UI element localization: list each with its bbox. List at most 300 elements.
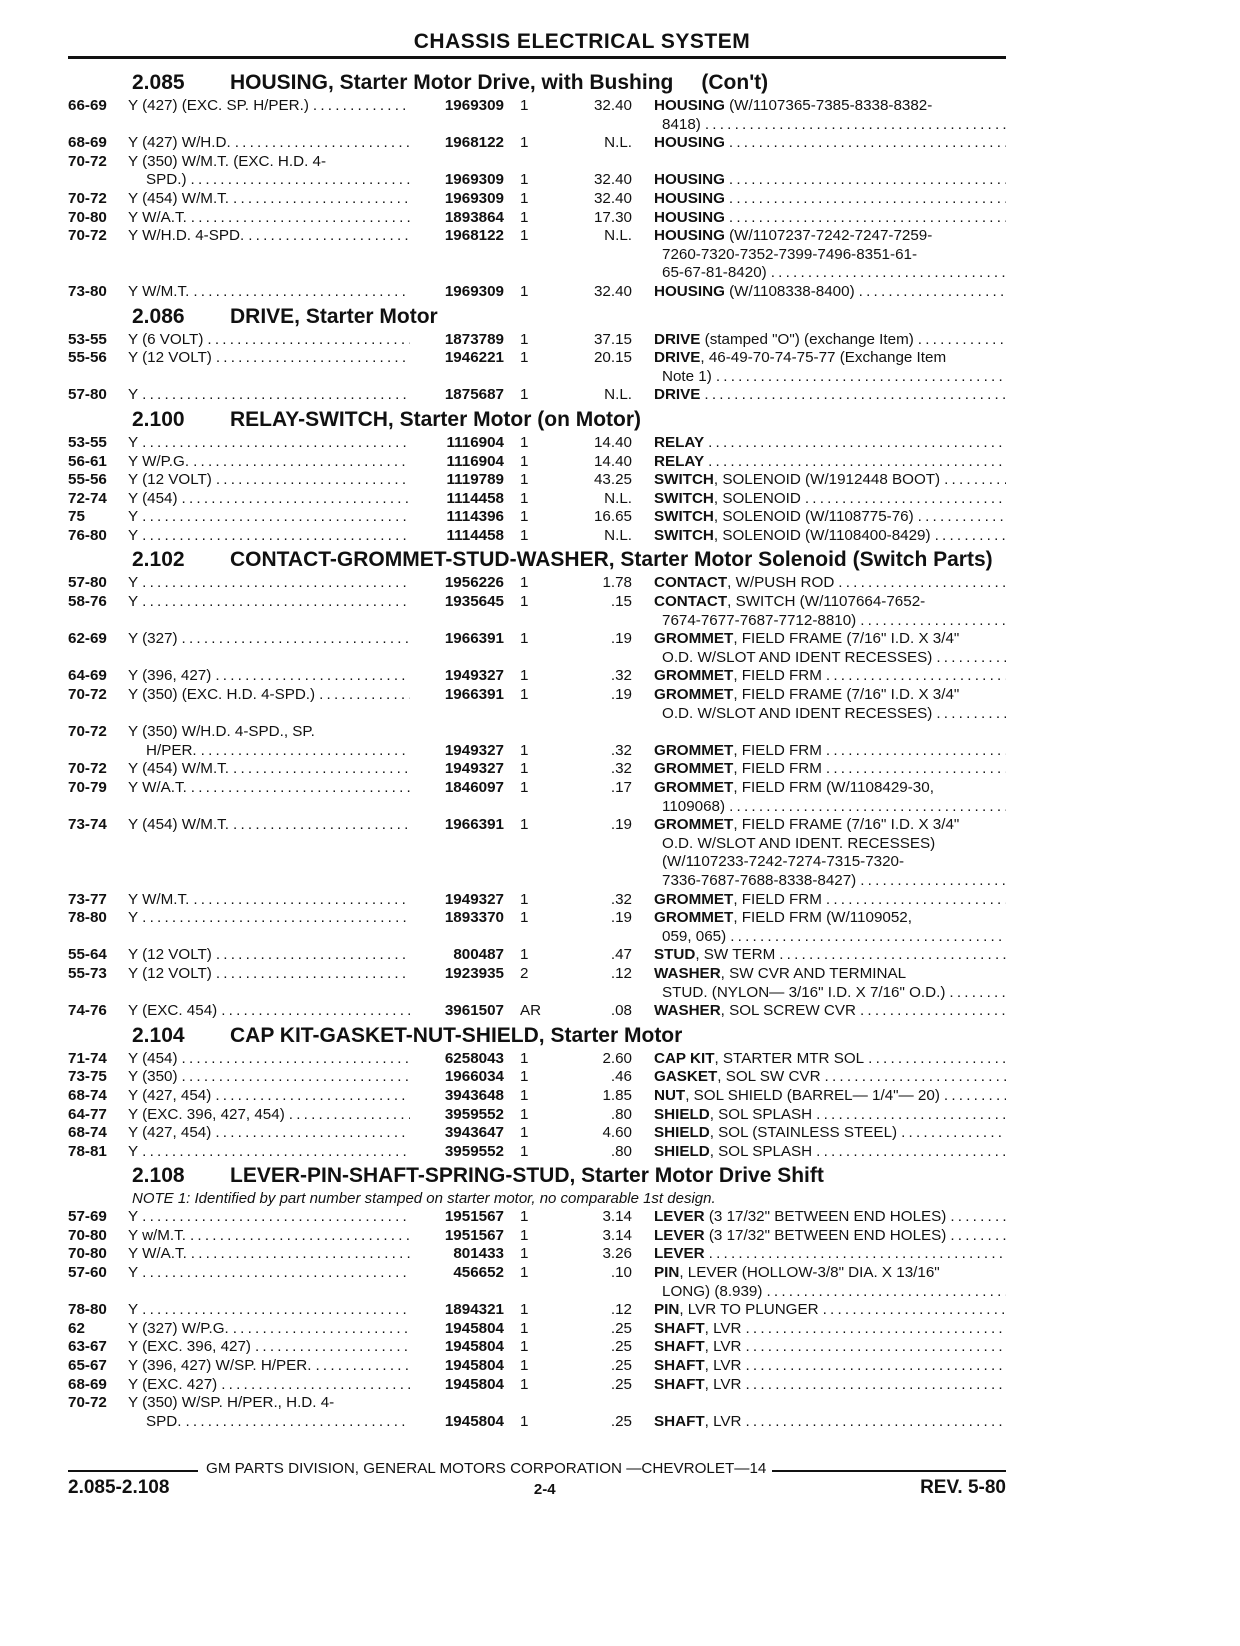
year-range: 68-74: [68, 1086, 107, 1104]
part-row: [68, 1208, 1006, 1227]
price: .46: [610, 1068, 632, 1086]
model-cell: [128, 490, 416, 509]
part-number: 1114458: [446, 526, 504, 544]
description-cell: [632, 1245, 1006, 1264]
part-number: 1894321: [444, 1301, 504, 1319]
dot-leader: [725, 190, 1006, 209]
price: N.L.: [604, 489, 632, 507]
model-text: Y (396, 427): [128, 667, 212, 685]
description-cell: [632, 593, 1006, 630]
model-text: Y (427, 454): [128, 1086, 212, 1104]
dot-leader: [914, 508, 1006, 527]
quantity: 1: [520, 386, 529, 404]
description-text: [654, 1413, 741, 1432]
description-cell: [632, 508, 1006, 527]
part-row: [68, 134, 1006, 153]
price: 43.25: [593, 471, 632, 489]
description-cell: [632, 1357, 1006, 1376]
description-cell: [632, 686, 1006, 723]
part-row: [68, 760, 1006, 779]
model-line: [128, 1376, 410, 1395]
model-line: [128, 630, 410, 649]
part-number: 1893370: [444, 909, 504, 927]
dot-leader: [856, 1002, 1006, 1021]
model-cell: [128, 946, 416, 965]
model-text: Y (454): [128, 1049, 178, 1067]
model-text: Y (350): [128, 1068, 178, 1086]
description-line: [654, 134, 1006, 153]
dot-leader: [217, 1002, 410, 1021]
year-range: 70-80: [68, 1245, 107, 1263]
dot-leader: [229, 190, 410, 209]
quantity: 1: [520, 1412, 529, 1430]
model-line: [128, 134, 410, 153]
part-name: HOUSING: [654, 171, 725, 189]
description-line: [654, 1357, 1006, 1376]
part-detail: O.D. W/SLOT AND IDENT RECESSES): [662, 648, 933, 666]
part-detail: , FIELD FRM (W/1109052,: [733, 909, 912, 927]
part-name: SWITCH: [654, 526, 714, 544]
model-cell: [128, 1264, 416, 1301]
model-cell: [128, 227, 416, 283]
quantity: 1: [520, 189, 529, 207]
year-range: 70-72: [68, 686, 107, 704]
year-range: 63-67: [68, 1338, 107, 1356]
part-detail: , LEVER (HOLLOW-3/8" DIA. X 13/16": [679, 1264, 940, 1282]
description-text: [654, 1376, 741, 1395]
dot-leader: [940, 1087, 1006, 1106]
model-cell: [128, 1143, 416, 1162]
part-name: SHIELD: [654, 1124, 710, 1142]
dot-leader: [945, 984, 1006, 1003]
part-name: CAP KIT: [654, 1049, 715, 1067]
model-text: Y: [128, 1264, 139, 1282]
dot-leader: [138, 574, 410, 593]
dot-leader: [705, 1245, 1006, 1264]
description-line: [654, 574, 1006, 593]
part-detail: , LVR TO PLUNGER: [679, 1301, 819, 1319]
dot-leader: [231, 134, 410, 153]
dot-leader: [725, 798, 1006, 817]
description-cell: [632, 349, 1006, 386]
price: .15: [610, 593, 632, 611]
description-line: [654, 171, 1006, 190]
part-number: 1956226: [444, 574, 504, 592]
quantity: 1: [520, 816, 529, 834]
description-text: [654, 1124, 897, 1143]
description-text: [654, 1301, 819, 1320]
model-line: [128, 209, 410, 228]
dot-leader: [897, 1124, 1006, 1143]
model-text: Y (12 VOLT): [128, 471, 212, 489]
part-row: [68, 1002, 1006, 1021]
dot-leader: [187, 779, 410, 798]
price: .47: [610, 946, 632, 964]
part-name: HOUSING: [654, 97, 725, 114]
model-cell: [128, 965, 416, 1002]
model-text: Y (12 VOLT): [128, 964, 212, 982]
model-cell: [128, 686, 416, 723]
dot-leader: [178, 490, 410, 509]
description-cell: [632, 779, 1006, 816]
model-text: Y (6 VOLT): [128, 330, 204, 348]
quantity: 1: [520, 1357, 529, 1375]
model-text: Y: [128, 909, 139, 927]
section-heading: [132, 71, 1006, 94]
model-cell: [128, 891, 416, 910]
model-cell: [128, 723, 416, 760]
model-line: [128, 1087, 410, 1106]
description-text: [654, 1227, 946, 1246]
model-text: Y: [128, 574, 139, 592]
part-number: 1119789: [446, 471, 504, 489]
description-line: [654, 667, 1006, 686]
model-cell: [128, 779, 416, 816]
part-name: WASHER: [654, 1002, 721, 1020]
description-text: [654, 1068, 821, 1087]
quantity: 1: [520, 1226, 529, 1244]
description-line: [654, 116, 1006, 135]
model-text: Y (EXC. 396, 427): [128, 1338, 251, 1356]
part-number: 800487: [453, 946, 504, 964]
part-row: [68, 1376, 1006, 1395]
part-name: CONTACT: [654, 574, 728, 592]
price: 32.40: [593, 171, 632, 189]
quantity: 1: [520, 489, 529, 507]
part-number: 3959552: [444, 1142, 504, 1160]
part-detail: , FIELD FRAME (7/16" I.D. X 3/4": [733, 630, 960, 648]
section-title-text: [230, 548, 1006, 571]
dot-leader: [821, 1068, 1006, 1087]
model-line: [128, 686, 410, 705]
description-text: [662, 1283, 762, 1302]
description-line: [654, 1376, 1006, 1395]
quantity: 1: [520, 134, 529, 152]
part-name: SHAFT: [654, 1338, 705, 1356]
year-range: 58-76: [68, 593, 107, 611]
dot-leader: [855, 283, 1006, 302]
model-text: Y (454) W/M.T.: [128, 189, 229, 207]
part-row: [68, 331, 1006, 350]
description-text: [654, 742, 822, 761]
model-text: Y W/H.D. 4-SPD.: [128, 227, 245, 245]
description-line: [654, 816, 1006, 835]
footer-section-range: 2.085-2.108: [68, 1477, 170, 1498]
part-name: GROMMET: [654, 816, 734, 834]
part-row: [68, 1143, 1006, 1162]
dot-leader: [251, 1338, 410, 1357]
description-text: [654, 891, 822, 910]
description-cell: [632, 574, 1006, 593]
part-row: [68, 630, 1006, 667]
year-range: 53-55: [68, 433, 107, 451]
model-cell: [128, 1050, 416, 1069]
description-cell: [632, 1002, 1006, 1021]
price: .32: [610, 760, 632, 778]
dot-leader: [801, 490, 1006, 509]
year-range: 57-80: [68, 386, 107, 404]
description-line: [654, 1413, 1006, 1432]
part-row: [68, 1227, 1006, 1246]
price: 3.14: [602, 1208, 632, 1226]
dot-leader: [864, 1050, 1006, 1069]
model-line: [128, 909, 410, 928]
description-cell: [632, 153, 1006, 190]
model-cell: [128, 453, 416, 472]
quantity: 1: [520, 890, 529, 908]
dot-leader: [187, 171, 410, 190]
part-detail: 059, 065): [662, 927, 727, 945]
footer-bottom: [68, 1477, 1006, 1499]
description-line: [654, 349, 1006, 368]
part-number: 1873789: [444, 330, 504, 348]
description-cell: [632, 760, 1006, 779]
quantity: 1: [520, 1245, 529, 1263]
description-text: [662, 853, 904, 872]
price: .25: [610, 1319, 632, 1337]
model-line: [128, 1245, 410, 1264]
model-cell: [128, 816, 416, 890]
price: .19: [610, 686, 632, 704]
model-cell: [128, 331, 416, 350]
model-cell: [128, 153, 416, 190]
dot-leader: [186, 1227, 410, 1246]
part-row: [68, 667, 1006, 686]
model-cell: [128, 134, 416, 153]
description-text: [654, 574, 834, 593]
description-text: [654, 1338, 741, 1357]
description-cell: [632, 1376, 1006, 1395]
price: .19: [610, 909, 632, 927]
part-detail: , FIELD FRM: [733, 741, 822, 759]
part-row: [68, 1320, 1006, 1339]
quantity: 1: [520, 97, 529, 114]
part-row: [68, 965, 1006, 1002]
description-line: [654, 190, 1006, 209]
dot-leader: [822, 667, 1006, 686]
part-row: [68, 1301, 1006, 1320]
description-text: [662, 928, 726, 947]
year-range: 70-72: [68, 152, 107, 170]
description-text: [654, 1264, 940, 1283]
part-name: DRIVE: [654, 330, 701, 348]
part-row: [68, 527, 1006, 546]
description-cell: [632, 1068, 1006, 1087]
part-number: 1923935: [444, 964, 504, 982]
model-cell: [128, 1227, 416, 1246]
description-line: [654, 1264, 1006, 1283]
part-name: NUT: [654, 1086, 686, 1104]
description-text: [654, 1002, 856, 1021]
part-number: 1945804: [444, 1412, 504, 1430]
part-number: 1946221: [444, 349, 504, 367]
part-number: 1116904: [446, 452, 504, 470]
part-row: [68, 779, 1006, 816]
section-title-label: RELAY-SWITCH, Starter Motor (on Motor): [230, 407, 642, 431]
description-text: [654, 965, 906, 984]
model-cell: [128, 574, 416, 593]
part-number: 456652: [453, 1264, 504, 1282]
section-title-label: CAP KIT-GASKET-NUT-SHIELD, Starter Motor: [230, 1023, 683, 1047]
part-number: 1951567: [444, 1226, 504, 1244]
year-range: 78-81: [68, 1142, 107, 1160]
model-text: Y (454): [128, 489, 178, 507]
year-range: 71-74: [68, 1049, 107, 1067]
description-cell: [632, 471, 1006, 490]
part-name: HOUSING: [654, 227, 725, 245]
description-line: [654, 471, 1006, 490]
part-number: 1949327: [444, 760, 504, 778]
dot-leader: [741, 1376, 1006, 1395]
description-text: [654, 593, 925, 612]
part-number: 1969309: [444, 171, 504, 189]
quantity: 1: [520, 1301, 529, 1319]
price: .32: [610, 741, 632, 759]
dot-leader: [189, 283, 410, 302]
description-text: [654, 1208, 946, 1227]
description-text: [662, 368, 712, 387]
price: N.L.: [604, 134, 632, 152]
description-line: [654, 760, 1006, 779]
part-name: GROMMET: [654, 779, 734, 796]
description-line: [654, 368, 1006, 387]
model-cell: [128, 386, 416, 405]
section-title-text: [230, 1164, 1006, 1187]
part-name: SHIELD: [654, 1105, 710, 1123]
footer-page-number: 2-4: [533, 1481, 556, 1498]
year-range: 73-75: [68, 1068, 107, 1086]
dot-leader: [741, 1357, 1006, 1376]
part-name: DRIVE: [654, 349, 701, 367]
description-line: [654, 264, 1006, 283]
description-cell: [632, 97, 1006, 134]
description-line: [654, 97, 1006, 116]
part-detail: , FIELD FRM: [733, 890, 822, 908]
part-detail: , STARTER MTR SOL: [714, 1049, 865, 1067]
description-text: [654, 471, 940, 490]
description-text: [654, 97, 932, 116]
price: 3.14: [602, 1226, 632, 1244]
part-number: 1114396: [446, 508, 504, 526]
year-range: 78-80: [68, 909, 107, 927]
price: .25: [610, 1357, 632, 1375]
description-line: [654, 1050, 1006, 1069]
part-name: LEVER: [654, 1226, 705, 1244]
part-detail: STUD. (NYLON— 3/16" I.D. X 7/16" O.D.): [662, 983, 946, 1001]
description-line: [654, 686, 1006, 705]
model-text: Y W/A.T.: [128, 779, 187, 796]
footer-rule-left: [68, 1470, 198, 1472]
dot-leader: [315, 686, 410, 705]
description-text: [654, 779, 934, 798]
model-line: [128, 1106, 410, 1125]
model-text: Y: [128, 433, 139, 451]
price: 1.78: [602, 574, 632, 592]
dot-leader: [704, 434, 1006, 453]
description-text: [654, 349, 946, 368]
section-title-label: DRIVE, Starter Motor: [230, 304, 438, 328]
dot-leader: [856, 872, 1006, 891]
dot-leader: [812, 1143, 1006, 1162]
model-line: [128, 171, 410, 190]
model-line: [128, 349, 410, 368]
part-number: 1966391: [444, 630, 504, 648]
dot-leader: [138, 1301, 410, 1320]
section-heading: [132, 1024, 1006, 1047]
model-line: [128, 1124, 410, 1143]
part-name: GROMMET: [654, 760, 734, 778]
description-line: [654, 835, 1006, 854]
part-detail: , LVR: [704, 1319, 742, 1337]
part-detail: O.D. W/SLOT AND IDENT. RECESSES): [662, 834, 936, 852]
price: 17.30: [593, 208, 632, 226]
part-number: 1966034: [444, 1068, 504, 1086]
description-cell: [632, 331, 1006, 350]
quantity: 1: [520, 452, 529, 470]
part-row: [68, 1050, 1006, 1069]
model-text: Y: [128, 386, 139, 404]
sections-container: [68, 71, 1006, 1431]
model-cell: [128, 527, 416, 546]
dot-leader: [725, 134, 1006, 153]
price: 32.40: [593, 189, 632, 207]
description-text: [662, 835, 935, 854]
description-line: [654, 742, 1006, 761]
description-text: [662, 705, 932, 724]
price: N.L.: [604, 386, 632, 404]
dot-leader: [138, 1143, 410, 1162]
description-text: [654, 508, 914, 527]
model-line: [128, 1264, 410, 1283]
model-text: Y: [128, 1208, 139, 1226]
model-line: [128, 490, 410, 509]
part-detail: (W/1108338-8400): [724, 282, 855, 300]
dot-leader: [812, 1106, 1006, 1125]
year-range: 73-77: [68, 890, 107, 908]
part-name: LEVER: [654, 1245, 705, 1263]
model-line: [128, 593, 410, 612]
model-text: Y (427) W/H.D.: [128, 134, 231, 152]
part-row: [68, 1264, 1006, 1301]
price: 16.65: [593, 508, 632, 526]
year-range: 64-77: [68, 1105, 107, 1123]
description-line: [654, 1208, 1006, 1227]
part-detail: , FIELD FRM: [733, 760, 822, 778]
part-detail: (W/1107237-7242-7247-7259-: [724, 227, 933, 245]
dot-leader: [946, 1208, 1006, 1227]
description-text: [654, 816, 959, 835]
model-text: Y W/P.G.: [128, 452, 190, 470]
description-line: [654, 872, 1006, 891]
model-text: Y: [128, 526, 139, 544]
description-line: [654, 1087, 1006, 1106]
model-cell: [128, 190, 416, 209]
part-name: HOUSING: [654, 282, 725, 300]
year-range: 57-80: [68, 574, 107, 592]
price: .19: [610, 630, 632, 648]
dot-leader: [138, 527, 410, 546]
year-range: 68-69: [68, 1375, 107, 1393]
model-line: [128, 574, 410, 593]
model-cell: [128, 349, 416, 386]
part-number: 3959552: [444, 1105, 504, 1123]
dot-leader: [229, 1320, 410, 1339]
year-range: 70-72: [68, 189, 107, 207]
part-number: 1969309: [444, 97, 504, 114]
description-cell: [632, 1050, 1006, 1069]
dot-leader: [203, 331, 410, 350]
section-title-text: [230, 1024, 1006, 1047]
